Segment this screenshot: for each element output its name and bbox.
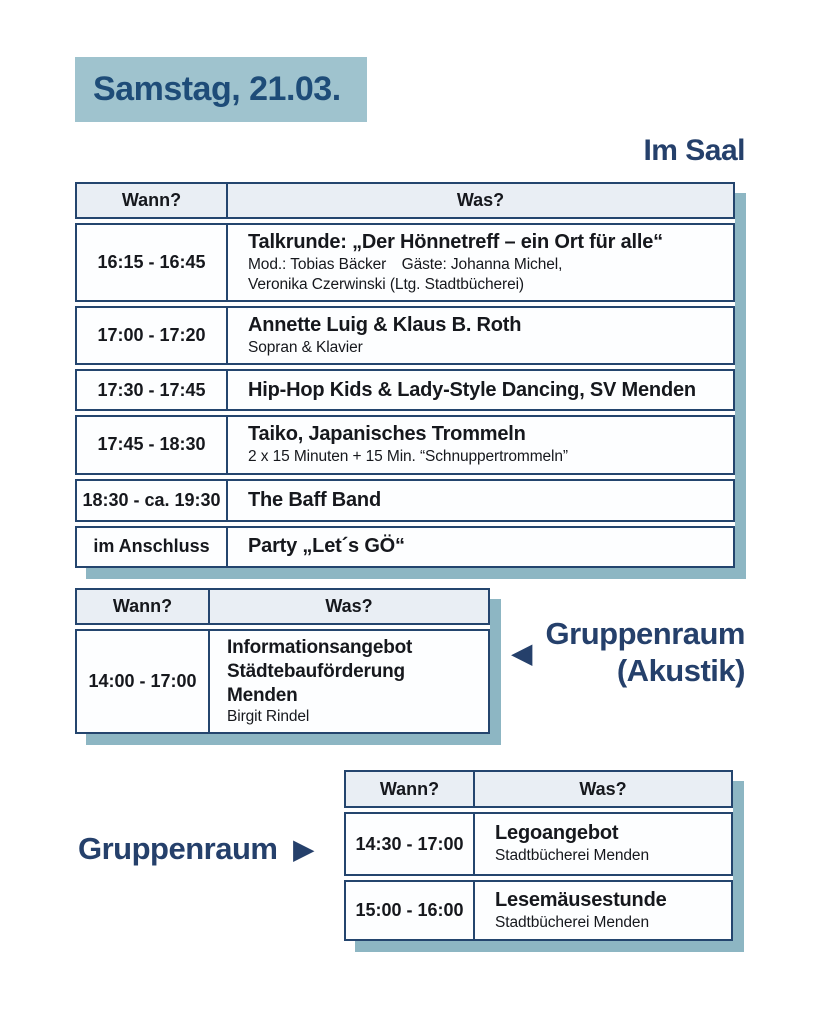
event-title: Informationsangebot: [227, 637, 413, 658]
table-row: [75, 479, 735, 522]
arrow-left-icon: ◀: [512, 637, 532, 668]
gruppenraum-schedule-table: [344, 770, 733, 941]
event-cell: [228, 481, 733, 520]
event-time: 15:00 - 16:00: [346, 882, 475, 939]
event-detail: Sopran & Klavier: [248, 339, 363, 357]
event-time: 17:30 - 17:45: [77, 371, 228, 409]
column-header-when: Wann?: [77, 590, 210, 623]
section-title-gruppenraum-akustik: [512, 616, 745, 689]
column-header-what: Was?: [325, 596, 373, 616]
event-cell: [475, 882, 731, 939]
table-header-row: [75, 588, 490, 625]
section-title-line: Gruppenraum: [545, 616, 745, 651]
event-cell: [228, 417, 733, 472]
event-time: 18:30 - ca. 19:30: [77, 481, 228, 520]
column-header-what: Was?: [456, 190, 505, 210]
table-row: [75, 369, 735, 411]
event-time: 14:30 - 17:00: [346, 814, 475, 874]
saal-schedule-table: [75, 182, 735, 568]
table-row: [75, 306, 735, 365]
date-banner-text: Samstag, 21.03.: [93, 70, 341, 108]
section-title-gruppenraum: [78, 831, 313, 867]
event-title: Talkrunde: „Der Hönnetreff – ein Ort für alle“: [248, 231, 663, 253]
event-time: 16:15 - 16:45: [77, 225, 228, 300]
event-cell: [475, 814, 731, 874]
table-row: [75, 223, 735, 302]
event-time: 17:00 - 17:20: [77, 308, 228, 363]
event-title: Lesemäusestunde: [495, 888, 667, 911]
table-header-row: [344, 770, 733, 808]
event-time: 17:45 - 18:30: [77, 417, 228, 472]
event-detail: Mod.: Tobias Bäcker Gäste: Johanna Michel,: [248, 256, 563, 273]
event-cell: [210, 631, 488, 732]
column-header-when: Wann?: [346, 772, 475, 806]
event-detail: Stadtbücherei Menden: [495, 847, 649, 865]
event-cell: [228, 528, 733, 566]
table-row: [344, 812, 733, 876]
event-detail: Birgit Rindel: [227, 708, 310, 726]
event-title: Party „Let´s GÖ“: [248, 535, 405, 558]
section-title-im-saal: Im Saal: [643, 134, 745, 167]
event-time: 14:00 - 17:00: [77, 631, 210, 732]
table-row: [344, 880, 733, 941]
event-title: Städtebauförderung Menden: [227, 660, 405, 706]
event-cell: [228, 308, 733, 363]
akustik-schedule-table: [75, 588, 490, 734]
section-title-text: Gruppenraum: [78, 831, 278, 866]
event-title: Annette Luig & Klaus B. Roth: [248, 314, 522, 337]
event-cell: [228, 225, 733, 300]
table-row: [75, 526, 735, 568]
event-title: Legoangebot: [495, 822, 619, 845]
event-title: The Baff Band: [248, 488, 381, 511]
date-banner: [75, 57, 367, 122]
table-header-row: [75, 182, 735, 219]
event-detail: Veronika Czerwinski (Ltg. Stadtbücherei): [248, 276, 524, 294]
section-title-text: [546, 616, 745, 689]
arrow-right-icon: ▶: [293, 834, 313, 864]
event-detail: Stadtbücherei Menden: [495, 913, 649, 931]
column-header-what: Was?: [579, 778, 627, 799]
column-header-when: Wann?: [77, 184, 228, 217]
event-cell: [228, 371, 733, 409]
event-title: Taiko, Japanisches Trommeln: [248, 423, 526, 446]
event-time: im Anschluss: [77, 528, 228, 566]
table-row: [75, 415, 735, 474]
section-title-line: (Akustik): [616, 652, 745, 688]
event-detail: 2 x 15 Minuten + 15 Min. “Schnuppertrommeln”: [248, 448, 568, 466]
event-title: Hip-Hop Kids & Lady-Style Dancing, SV Menden: [248, 378, 696, 401]
table-row: [75, 629, 490, 734]
